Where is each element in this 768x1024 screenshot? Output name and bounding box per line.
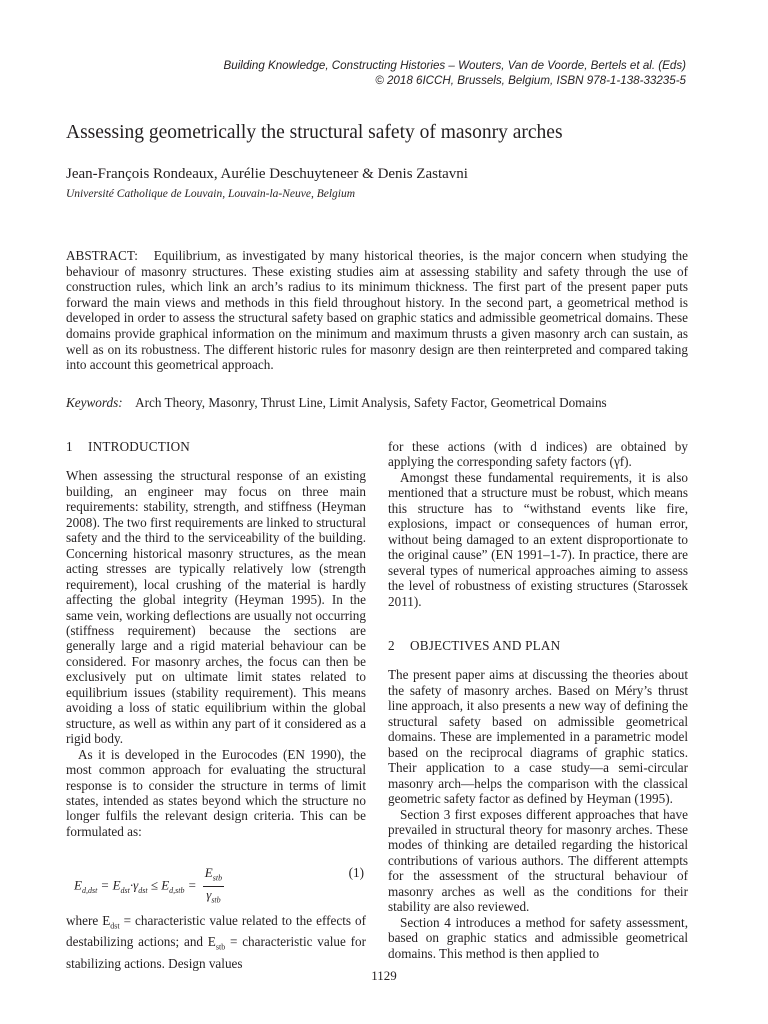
paragraph: The present paper aims at discussing the theories about the safety of masonry arches. Based on Méry’s thrust line approach, it also presents a new way of defining the structural safety based on admissible geometrical domains. These are implemented in a parametric model based on the reciprocal diagrams of graphic statics. Their application to a case study—a semi-circular masonry arch—helps the comparison with the classical geometric safety factor as defined by Heyman (1995). — [388, 667, 688, 807]
keywords-text: Arch Theory, Masonry, Thrust Line, Limit Analysis, Safety Factor, Geometrical Domains — [135, 395, 607, 410]
right-column — [388, 439, 688, 961]
page-number: 1129 — [371, 968, 397, 983]
section-number: 2 — [388, 637, 395, 653]
section-title: INTRODUCTION — [88, 439, 191, 454]
abstract-label: ABSTRACT: — [66, 248, 138, 263]
fraction: $\frac{E_{stb}}{\gamma_{stb}}$ — [204, 865, 223, 905]
abstract-text: Equilibrium, as investigated by many historical theories, is the major concern when studying the behaviour of masonry structures. These existing studies aim at assessing stability and safety through the use of construction rules, which link an arch’s radius to its minimum thickness. The first part of the present paper puts forward the main views and methods in this field throughout history. In the second part, a geometrical method is developed in order to assess the structural safety based on graphic statics and admissible geometrical domains. These domains provide graphical information on the minimum and maximum thrusts a given masonry arch can sustain, as well as on its robustness. The different historic rules for masonry design are then reinterpreted and compared taking into account this geometrical approach. — [66, 248, 688, 373]
keywords — [66, 395, 706, 411]
section-heading-2 — [388, 638, 688, 653]
left-column — [66, 439, 366, 971]
paragraph: Amongst these fundamental requirements, it is also mentioned that a structure must be robust, which means this structure has to “withstand events like fire, explosions, impact or consequences of human error, without being damaged to an extent disproportionate to the original cause” (EN 1991–1-7). In practice, there are several types of numerical approaches aiming to assess the level of robustness of existing structures (Starossek 2011). — [388, 469, 688, 609]
paper-authors: Jean-François Rondeaux, Aurélie Deschuyteneer & Denis Zastavni — [66, 166, 468, 182]
header-copyright: © 2018 6ICCH, Brussels, Belgium, ISBN 978-1-138-33235-5 — [375, 74, 686, 87]
paragraph: Section 4 introduces a method for safety assessment, based on graphic statics and admissible geometrical domains. This method is then applied to — [388, 914, 688, 961]
section-title: OBJECTIVES AND PLAN — [410, 637, 561, 653]
paragraph: where $E_{dst}$ = characteristic value related to the effects of destabilizing actions; and $E_{stb}$ = characteristic value for stabilizing actions. Design values — [66, 913, 367, 971]
header-citation: Building Knowledge, Constructing Histories – Wouters, Van de Voorde, Bertels et al. (Eds) — [223, 59, 686, 72]
equation-1 — [66, 853, 366, 905]
author-affiliation: Université Catholique de Louvain, Louvain-la-Neuve, Belgium — [66, 188, 356, 200]
equation-body: $E_{d,dst} = E_{dst}\cdot\gamma_{dst} \le E_{d,stb}$ = $\frac{E_{stb}}{\gamma_{stb}}$ — [74, 865, 224, 908]
equation-number: (1) — [348, 865, 364, 881]
paragraph: When assessing the structural response of an existing building, an engineer may focus on three main requirements: stability, strength, and stiffness (Heyman 2008). The two first requirements are linked to structural safety and the third to the serviceability of the building. Concerning historical masonry structures, as the mean acting stresses are typically relatively low (strength requirement), local crushing of the material is hardly affecting the global integrity (Heyman 1995). In the same vein, working deflections are usually not occurring (stiffness requirement) because the sections are generally large and a rigid material behaviour can be considered. For masonry arches, the focus can then be exclusively put on ultimate limit states related to equilibrium issues (stability requirement). This means avoiding a loss of static equilibrium within the global structure, as well as within any part of it considered as a rigid body. — [66, 468, 366, 747]
keywords-label: Keywords: — [66, 395, 123, 410]
section-number: 1 — [66, 439, 73, 454]
paper-title: Assessing geometrically the structural safety of masonry arches — [66, 122, 563, 143]
paragraph: for these actions (with d indices) are obtained by applying the corresponding safety factors (γf). — [388, 439, 688, 470]
paragraph: As it is developed in the Eurocodes (EN 1990), the most common approach for evaluating the structural response is to consider the structure in terms of limit states, intended as states beyond which the structure no longer fulfils the relevant design criteria. This can be formulated as: — [66, 746, 366, 839]
paragraph: Section 3 first exposes different approaches that have prevailed in structural theory for masonry arches. These modes of thinking are detailed regarding the historical contributions of various authors. The different attempts for the assessment of the structural behaviour of masonry arches as well as the conditions for their stability are also reviewed. — [388, 806, 688, 915]
abstract — [66, 248, 688, 373]
running-header — [224, 58, 686, 88]
section-heading-1 — [66, 439, 366, 454]
